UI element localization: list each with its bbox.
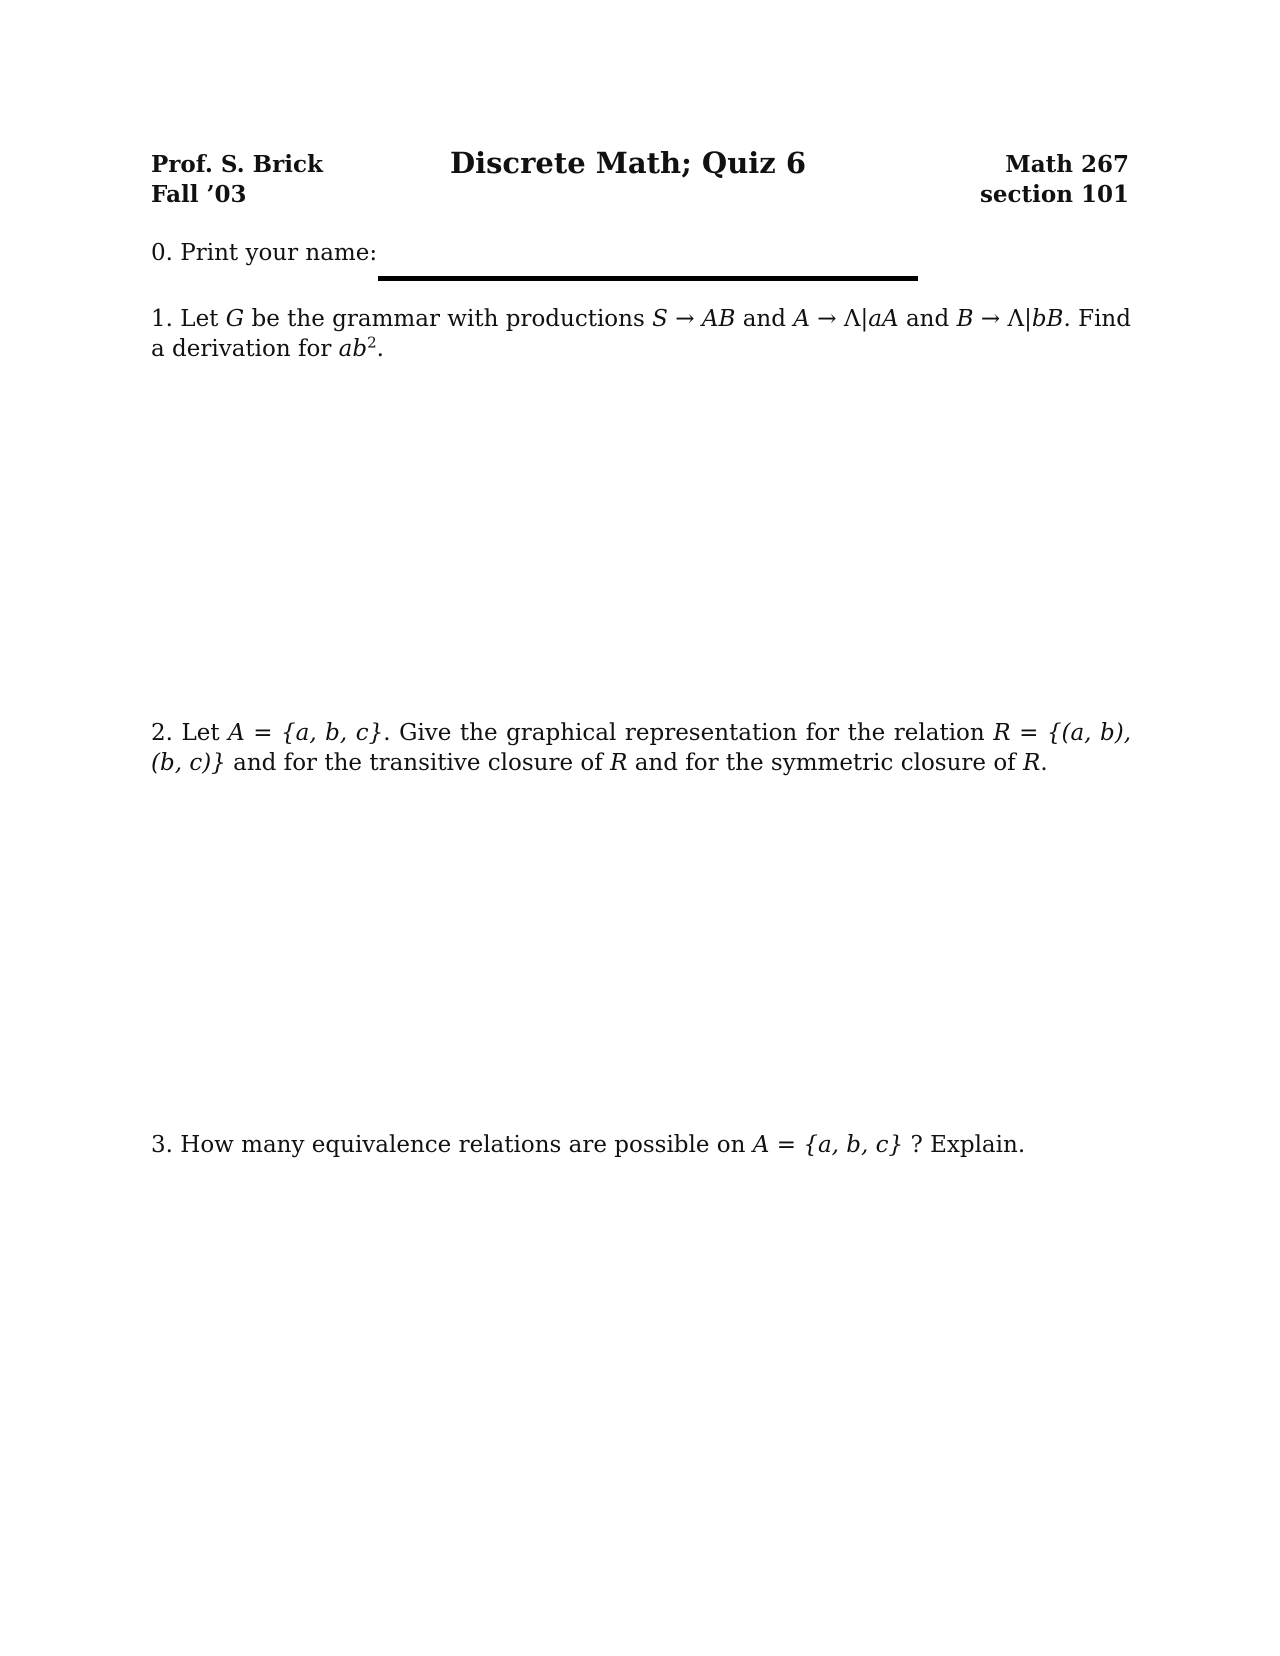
q1-text: . — [376, 336, 384, 362]
q2-var-a: A — [228, 720, 245, 746]
q2-set: {a, b, c} — [281, 720, 384, 746]
q1-text: be the grammar with productions — [244, 306, 653, 332]
q3-eq: = — [769, 1132, 804, 1158]
question-0-text: 0. Print your name: — [151, 240, 378, 266]
q1-bar: | — [860, 306, 869, 332]
q2-text: 2. Let — [151, 720, 229, 746]
q1-var-ab: AB — [701, 306, 736, 332]
question-3 — [151, 1130, 1131, 1160]
question-0 — [151, 238, 1131, 268]
q1-var-g: G — [225, 306, 245, 332]
q2-eq: = — [244, 720, 282, 746]
q1-arrow: → — [809, 306, 844, 332]
course-section: section 101 — [979, 181, 1129, 208]
q1-var-s: S — [652, 306, 668, 332]
question-1 — [151, 304, 1131, 364]
q1-text: . Find a derivation for — [151, 306, 1131, 362]
q1-bar: | — [1024, 306, 1032, 332]
course-number: Math 267 — [1005, 151, 1129, 178]
q1-var-word: ab — [338, 336, 368, 362]
q2-eq: = — [1010, 720, 1047, 746]
q2-relation: {(a, b), (b, c)} — [151, 720, 1132, 776]
q1-text: and — [898, 306, 957, 332]
q1-text: 1. Let — [151, 306, 226, 332]
page-title: Discrete Math; Quiz 6 — [449, 146, 807, 180]
q1-var-aa: aA — [868, 306, 899, 332]
q2-var-r: R — [1023, 750, 1041, 776]
q1-lambda: Λ — [1007, 306, 1025, 332]
q1-lambda: Λ — [843, 306, 861, 332]
q1-arrow: → — [973, 306, 1008, 332]
q1-exponent: 2 — [367, 333, 377, 352]
q2-var-r: R — [610, 750, 628, 776]
instructor-name: Prof. S. Brick — [151, 151, 323, 178]
q2-text: and for the symmetric closure of — [627, 750, 1024, 776]
q3-var-a: A — [752, 1132, 770, 1158]
question-2 — [151, 718, 1131, 778]
q3-text: 3. How many equivalence relations are possible on — [151, 1132, 753, 1158]
q2-text: . — [1040, 750, 1048, 776]
name-answer-line — [378, 276, 918, 281]
q1-var-bb: bB — [1031, 306, 1064, 332]
q1-var-a: A — [793, 306, 810, 332]
q1-arrow: → — [667, 306, 702, 332]
q3-text: ? Explain. — [903, 1132, 1026, 1158]
q2-text: . Give the graphical representation for the relation — [383, 720, 994, 746]
term: Fall ’03 — [151, 181, 247, 208]
q2-text: and for the transitive closure of — [225, 750, 611, 776]
q1-var-b: B — [956, 306, 974, 332]
course-block — [980, 150, 1129, 210]
q2-var-r: R — [993, 720, 1011, 746]
q1-text: and — [735, 306, 794, 332]
q3-set: {a, b, c} — [803, 1132, 904, 1158]
